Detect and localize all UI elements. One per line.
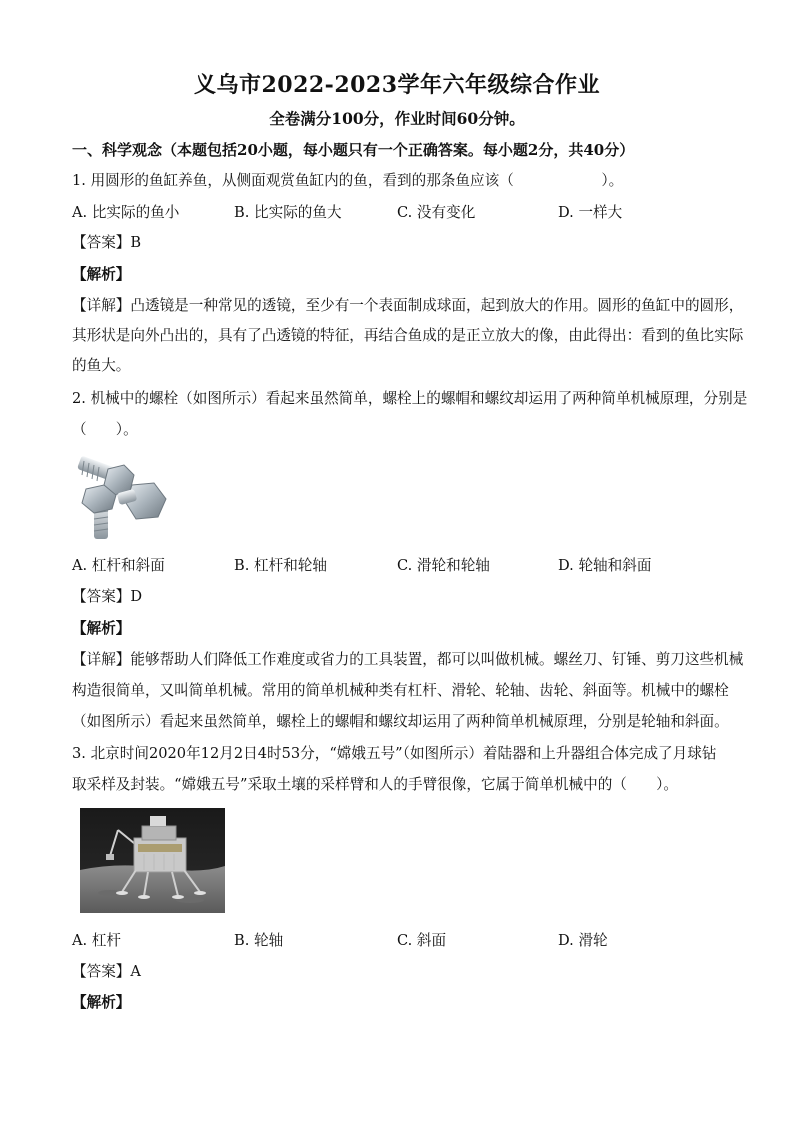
change5-image <box>80 808 225 913</box>
page-subtitle: 全卷满分100分，作业时间60分钟。 <box>269 109 525 128</box>
q3-option-c: C. 斜面 <box>397 932 447 949</box>
q1-detail-line-2: 其形状是向外凸出的，具有了凸透镜的特征，再结合鱼成的是正立放大的像，由此得出：看到的鱼比实际 <box>72 327 744 344</box>
bolt-image <box>74 455 168 543</box>
q2-detail-line-1: 【详解】能够帮助人们降低工作难度或省力的工具装置，都可以叫做机械。螺丝刀、钉锤、剪刀这些机械 <box>72 651 744 668</box>
q2-option-b: B. 杠杆和轮轴 <box>234 557 327 574</box>
q1-analysis-label: 【解析】 <box>72 266 131 283</box>
q2-option-a: A. 杠杆和斜面 <box>72 557 165 574</box>
bolt-illustration <box>74 455 168 543</box>
section-heading: 一、科学观念（本题包括20小题，每小题只有一个正确答案。每小题2分，共40分） <box>72 141 635 159</box>
q1-option-d: D. 一样大 <box>558 204 623 221</box>
q2-detail-line-2: 构造很简单，又叫简单机械。常用的简单机械种类有杠杆、滑轮、轮轴、齿轮、斜面等。机械中的螺栓 <box>72 682 729 699</box>
q1-stem: 1. 用圆形的鱼缸养鱼，从侧面观赏鱼缸内的鱼，看到的那条鱼应该（ ）。 <box>72 172 624 189</box>
q3-option-d: D. 滑轮 <box>558 932 608 949</box>
q3-option-a: A. 杠杆 <box>72 932 122 949</box>
q3-stem-line-2: 取采样及封装。“嫦娥五号”采取土壤的采样臂和人的手臂很像，它属于简单机械中的（ ）。 <box>72 776 678 793</box>
q1-detail-line-3: 的鱼大。 <box>72 357 131 374</box>
lunar-lander-illustration <box>80 808 225 913</box>
q2-stem-line-1: 2. 机械中的螺栓（如图所示）看起来虽然简单，螺栓上的螺帽和螺纹却运用了两种简单机械原理，分别是 <box>72 390 748 407</box>
q3-stem-line-1: 3. 北京时间2020年12月2日4时53分，“嫦娥五号”（如图所示）着陆器和上升器组合体完成了月球钻 <box>72 745 717 762</box>
q3-option-b: B. 轮轴 <box>234 932 284 949</box>
q2-analysis-label: 【解析】 <box>72 620 131 637</box>
page-title: 义乌市2022-2023学年六年级综合作业 <box>193 72 601 98</box>
q2-option-d: D. 轮轴和斜面 <box>558 557 652 574</box>
q2-detail-line-3: （如图所示）看起来虽然简单，螺栓上的螺帽和螺纹却运用了两种简单机械原理，分别是轮轴和斜面。 <box>72 713 729 730</box>
q1-detail-line-1: 【详解】凸透镜是一种常见的透镜，至少有一个表面制成球面，起到放大的作用。圆形的鱼缸中的圆形， <box>72 297 744 314</box>
q2-option-c: C. 滑轮和轮轴 <box>397 557 490 574</box>
q1-option-b: B. 比实际的鱼大 <box>234 204 342 221</box>
q1-option-a: A. 比实际的鱼小 <box>72 204 180 221</box>
q3-analysis-label: 【解析】 <box>72 994 131 1011</box>
q3-answer: 【答案】A <box>72 963 141 980</box>
q1-answer: 【答案】B <box>72 234 142 251</box>
q2-stem-line-2: （ ）。 <box>72 421 138 438</box>
q2-answer: 【答案】D <box>72 588 143 605</box>
q1-option-c: C. 没有变化 <box>397 204 476 221</box>
